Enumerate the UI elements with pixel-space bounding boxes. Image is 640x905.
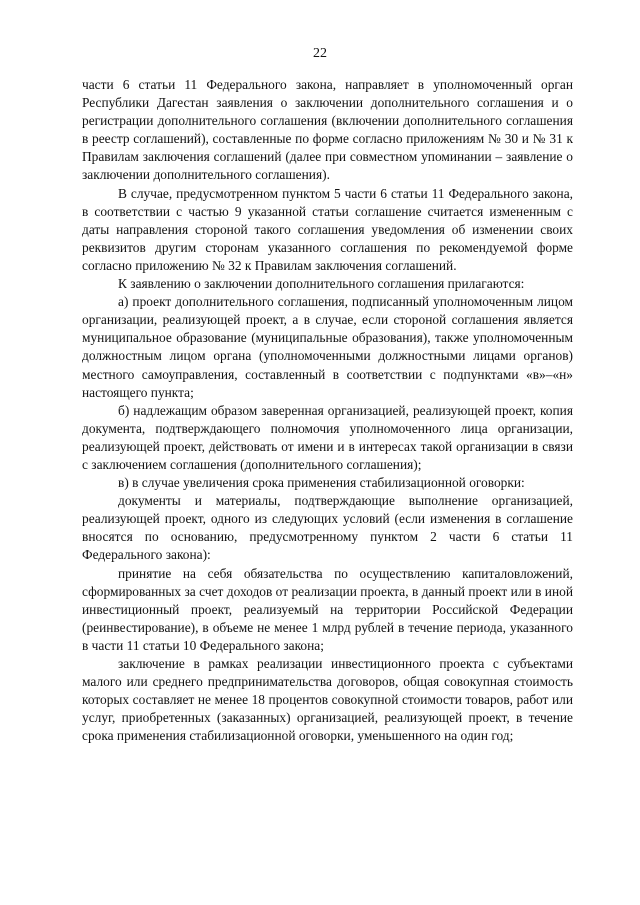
paragraph-continuation: части 6 статьи 11 Федерального закона, направляет в уполномоченный орган Республики Дагестан заявления о заключении дополнительного соглашения и о регистрации дополнительного соглашения (включении дополнительного соглашения в реестр соглашений), составленные по форме согласно приложениям № 30 и № 31 к Правилам заключения соглашений (далее при совместном упоминании – заявление о заключении дополнительного соглашения). bbox=[82, 77, 573, 183]
document-body bbox=[82, 76, 573, 745]
paragraph-details-change: В случае, предусмотренном пунктом 5 части 6 статьи 11 Федерального закона, в соответствии с частью 9 указанной статьи соглашение считается измененным с даты направления стороной такого соглашения уведомления об изменении своих реквизитов другим сторонам указанного соглашения по рекомендуемой форме согласно приложению № 32 к Правилам заключения соглашений. bbox=[82, 185, 573, 273]
paragraph-item-a: а) проект дополнительного соглашения, подписанный уполномоченным лицом организации, реализующей проект, а в случае, если стороной соглашения является муниципальное образование (муниципальные образования), также уполномоченным должностным лицом органа (уполномоченными должностными лицами органов) местного самоуправления, составленный в соответствии с подпунктами «в»–«н» настоящего пункта; bbox=[82, 294, 573, 400]
paragraph-documents-conditions: документы и материалы, подтверждающие выполнение организацией, реализующей проект, одного из следующих условий (если изменения в соглашение вносятся по основанию, предусмотренному пунктом 2 части 6 статьи 11 Федерального закона): bbox=[82, 493, 573, 563]
paragraph-item-v: в) в случае увеличения срока применения стабилизационной оговорки: bbox=[118, 475, 525, 491]
page-number: 22 bbox=[313, 46, 327, 61]
paragraph-sme-contracts: заключение в рамках реализации инвестиционного проекта с субъектами малого или среднего предпринимательства договоров, общая совокупная стоимость которых составляет не менее 18 процентов совокупной стоимости товаров, работ или услуг, приобретенных (заказанных) организацией, реализующей проект, в течение срока применения стабилизационной оговорки, уменьшенного на один год; bbox=[82, 656, 573, 744]
paragraph-item-b: б) надлежащим образом заверенная организацией, реализующей проект, копия документа, подтверждающего полномочия уполномоченного лица организации, реализующей проект, действовать от имени и в интересах такой организации в связи с заключением соглашения (дополнительного соглашения); bbox=[82, 402, 573, 472]
paragraph-reinvestment: принятие на себя обязательства по осуществлению капиталовложений, сформированных за счет доходов от реализации проекта, в данный проект или в иной инвестиционный проект, реализуемый на территории Российской Федерации (реинвестирование), в объеме не менее 1 млрд рублей в течение периода, указанного в части 11 статьи 10 Федерального закона; bbox=[82, 565, 573, 653]
paragraph-attachments-intro: К заявлению о заключении дополнительного соглашения прилагаются: bbox=[118, 276, 525, 292]
